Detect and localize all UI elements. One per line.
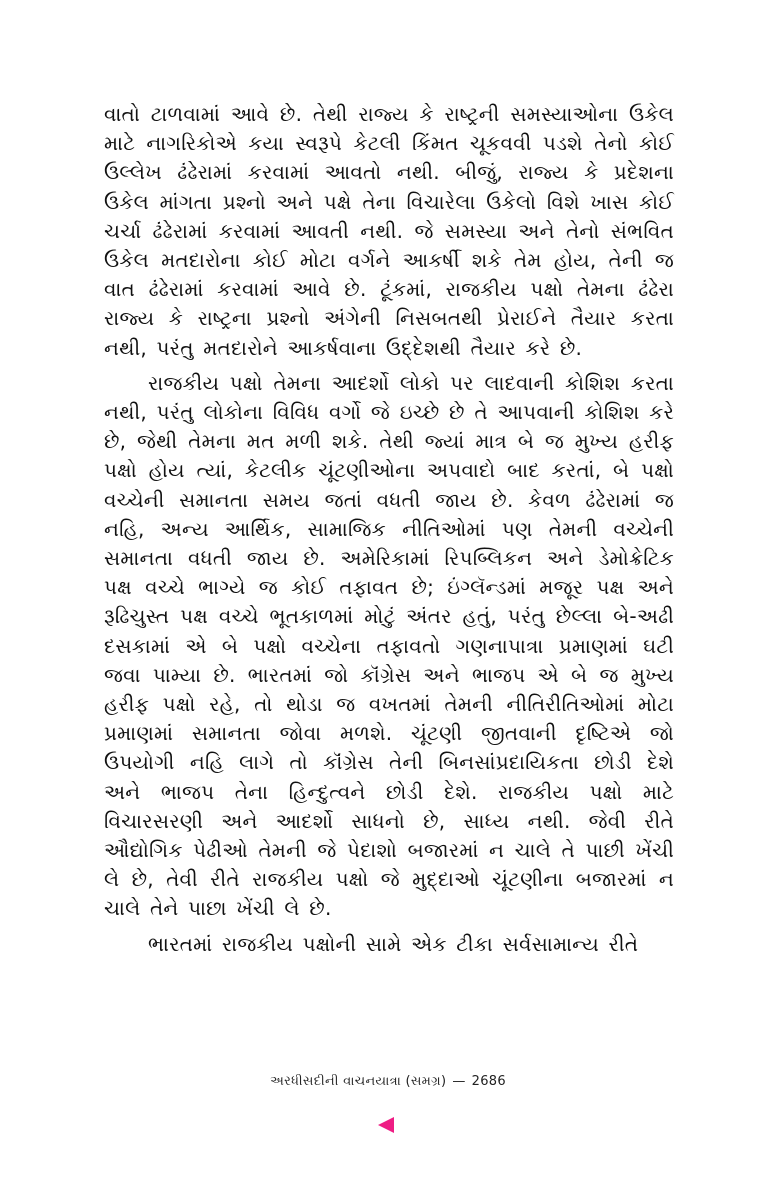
- paragraph-political-parties: રાજકીય પક્ષો તેમના આદર્શો લોકો પર લાદવાની કોશિશ કરતા નથી, પરંતુ લોકોના વિવિધ વર્ગો જે ઇચ્છે છે તે આપવાની કોશિશ કરે છે, જેથી તેમના મત મળી શકે. તેથી જ્યાં માત્ર બે જ મુખ્ય હરીફ પક્ષો હોય ત્યાં, કેટલીક ચૂંટણીઓના અપવાદો બાદ કરતાં, બે પક્ષો વચ્ચેની સમાનતા સમય જતાં વધતી જાય છે. કેવળ ઢંઢેરામાં જ નહિ, અન્ય આર્થિક, સામાજિક નીતિઓમાં પણ તેમની વચ્ચેની સમાનતા વધતી જાય છે. અમેરિકામાં રિપબ્લિકન અને ડેમોક્રેટિક પક્ષ વચ્ચે ભાગ્યે જ કોઈ તફાવત છે; ઇંગ્લૅન્ડમાં મજૂર પક્ષ અને રૂઢિચુસ્ત પક્ષ વચ્ચે ભૂતકાળમાં મોટું અંતર હતું, પરંતુ છેલ્લા બે-અઢી દસકામાં એ બે પક્ષો વચ્ચેના તફાવતો ગણનાપાત્રા પ્રમાણમાં ઘટી જવા પામ્યા છે. ભારતમાં જો કૉંગ્રેસ અને ભાજપ એ બે જ મુખ્ય હરીફ પક્ષો રહે, તો થોડા જ વખતમાં તેમની નીતિરીતિઓમાં મોટા પ્રમાણમાં સમાનતા જોવા મળશે. ચૂંટણી જીતવાની દૃષ્ટિએ જો ઉપયોગી નહિ લાગે તો કૉંગ્રેસ તેની બિનસાંપ્રદાયિકતા છોડી દેશે અને ભાજપ તેના હિન્દુત્વને છોડી દેશે. રાજકીય પક્ષો માટે વિચારસરણી અને આદર્શો સાધનો છે, સાધ્ય નથી. જેવી રીતે ઔદ્યોગિક પેઢીઓ તેમની જે પેદાશો બજારમાં ન ચાલે તે પાછી ખેંચી લે છે, તેવી રીતે રાજકીય પક્ષો જે મુદ્દાઓ ચૂંટણીના બજારમાં ન ચાલે તેને પાછા ખેંચી લે છે.: [104, 370, 674, 921]
- footer-separator: —: [452, 1074, 466, 1089]
- paragraph-continued: વાતો ટાળવામાં આવે છે. તેથી રાજ્ય કે રાષ્ટ્રની સમસ્યાઓના ઉકેલ માટે નાગરિકોએ કયા સ્વરૂપે કેટલી કિંમત ચૂકવવી પડશે તેનો કોઈ ઉલ્લેખ ઢંઢેરામાં કરવામાં આવતો નથી. બીજું, રાજ્ય કે પ્રદેશના ઉકેલ માંગતા પ્રશ્નો અને પક્ષે તેના વિચારેલા ઉકેલો વિશે ખાસ કોઈ ચર્ચા ઢંઢેરામાં કરવામાં આવતી નથી. જે સમસ્યા અને તેનો સંભવિત ઉકેલ મતદારોના કોઈ મોટા વર્ગને આકર્ષી શકે તેમ હોય, તેની જ વાત ઢંઢેરામાં કરવામાં આવે છે. ટૂંકમાં, રાજકીય પક્ષો તેમના ઢંઢેરા રાજ્ય કે રાષ્ટ્રના પ્રશ્નો અંગેની નિસબતથી પ્રેરાઈને તૈયાર કરતા નથી, પરંતુ મતદારોને આકર્ષવાના ઉદ્દેશથી તૈયાર કરે છે.: [104, 102, 674, 360]
- page-body: [104, 100, 674, 959]
- book-title: અરધીસદીની વાચનયાત્રા (સમગ્ર): [270, 1074, 447, 1089]
- page-footer: [0, 1074, 776, 1089]
- previous-page-icon[interactable]: [378, 1117, 394, 1133]
- paragraph-criticism: ભારતમાં રાજકીય પક્ષોની સામે એક ટીકા સર્વસામાન્ય રીતે: [148, 931, 639, 956]
- page-number: 2686: [471, 1074, 506, 1089]
